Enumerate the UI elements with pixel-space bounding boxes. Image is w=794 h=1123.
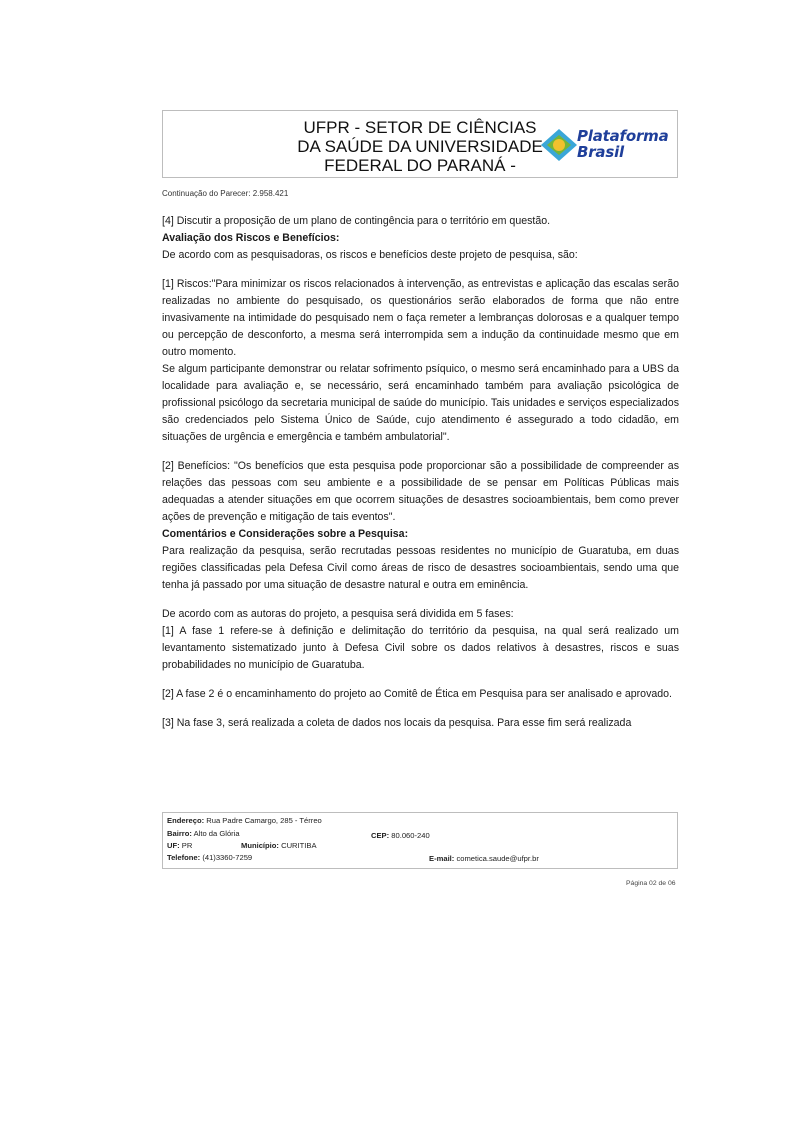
continuation-note: Continuação do Parecer: 2.958.421 xyxy=(162,189,289,198)
title-line-1: UFPR - SETOR DE CIÊNCIAS xyxy=(303,118,537,137)
footer-municipio-row xyxy=(241,841,317,850)
telefone-value: (41)3360-7259 xyxy=(202,853,253,862)
telefone-label: Telefone: xyxy=(167,853,201,862)
section-heading-comments: Comentários e Considerações sobre a Pesquisa: xyxy=(162,528,409,540)
email-label: E-mail: xyxy=(429,854,455,863)
footer-bairro-row xyxy=(167,829,240,838)
footer-cep-row xyxy=(371,831,430,840)
uf-value: PR xyxy=(181,841,193,850)
email-value[interactable]: cometica.saude@ufpr.br xyxy=(456,854,539,863)
uf-label: UF: xyxy=(167,841,180,850)
page-number: Página 02 de 06 xyxy=(626,880,676,887)
paragraph-phases-intro: De acordo com as autoras do projeto, a pesquisa será dividida em 5 fases: xyxy=(162,608,514,620)
cep-value: 80.060-240 xyxy=(391,831,430,840)
cep-label: CEP: xyxy=(371,831,390,840)
title-line-3: FEDERAL DO PARANÁ - xyxy=(324,156,516,175)
document-header xyxy=(162,110,678,178)
institution-title xyxy=(291,118,549,175)
paragraph-phase-1: [1] A fase 1 refere-se à definição e delimitação do território da pesquisa, na qual será realizado um levantamento sistematizado junto à Defesa Civil sobre os dados relativos à desastres, riscos e suas probabilidades no município de Guaratuba. xyxy=(162,625,679,671)
municipio-value: CURITIBA xyxy=(281,841,317,850)
municipio-label: Município: xyxy=(241,841,279,850)
plataforma-brasil-logo xyxy=(537,125,675,165)
address-footer xyxy=(162,812,678,869)
paragraph-contingency: [4] Discutir a proposição de um plano de contingência para o território em questão. xyxy=(162,215,551,227)
address-value: Rua Padre Camargo, 285 - Térreo xyxy=(206,816,322,825)
footer-address-row xyxy=(167,816,322,825)
paragraph-phase-3: [3] Na fase 3, será realizada a coleta de dados nos locais da pesquisa. Para esse fim será realizada xyxy=(162,717,632,729)
title-line-2: DA SAÚDE DA UNIVERSIDADE xyxy=(297,137,543,156)
bairro-label: Bairro: xyxy=(167,829,192,838)
footer-email-row xyxy=(429,854,539,863)
paragraph-recruitment: Para realização da pesquisa, serão recrutadas pessoas residentes no município de Guaratuba, em duas regiões classificadas pela Defesa Civil como áreas de risco de desastres socioambientais, sendo uma que tenha já passado por uma situação de desastre natural e outra em eminência. xyxy=(162,545,679,591)
footer-telefone-row xyxy=(167,853,252,862)
section-heading-risks: Avaliação dos Riscos e Benefícios: xyxy=(162,232,340,244)
footer-uf-row xyxy=(167,841,192,850)
paragraph-phase-2: [2] A fase 2 é o encaminhamento do projeto ao Comitê de Ética em Pesquisa para ser analisado e aprovado. xyxy=(162,688,672,700)
paragraph-psychic-suffering: Se algum participante demonstrar ou relatar sofrimento psíquico, o mesmo será encaminhado para a UBS da localidade para avaliação e, se necessário, será encaminhado também para avaliação psicológica de profissional psicólogo da secretaria municipal de saúde do município. Tais unidades e serviços especializados são credenciados pelo Sistema Único de Saúde, cujo atendimento é assegurado a todo cidadão, em situações de urgência e emergência e também ambulatorial". xyxy=(162,363,679,443)
document-body xyxy=(162,213,679,732)
logo-text-brasil: Brasil xyxy=(577,143,624,161)
paragraph-intro-risks: De acordo com as pesquisadoras, os riscos e benefícios deste projeto de pesquisa, são: xyxy=(162,249,578,261)
plataforma-brasil-logo-icon xyxy=(537,125,581,165)
address-label: Endereço: xyxy=(167,816,205,825)
bairro-value: Alto da Glória xyxy=(193,829,240,838)
paragraph-risks: [1] Riscos:"Para minimizar os riscos relacionados à intervenção, as entrevistas e aplicação das escalas serão realizadas no ambiente do pesquisado, os questionários serão elaborados de forma que não entre invasivamente na intimidade do pesquisado nem o faça remeter a lembranças dolorosas e a qualquer tempo ou percepção de desconforto, a mesma será interrompida sem a indução da continuidade mesmo que em outro momento. xyxy=(162,278,679,358)
paragraph-benefits: [2] Benefícios: "Os benefícios que esta pesquisa pode proporcionar são a possibilidade de compreender as relações das pessoas com seu ambiente e a possibilidade de se pensar em Políticas Públicas mais adequadas a atender situações em que ocorrem situações de desastres socioambientais, bem como prever ações de prevenção e mitigação de tais eventos". xyxy=(162,460,679,523)
logo-text-plataforma: Plataforma xyxy=(577,127,669,145)
